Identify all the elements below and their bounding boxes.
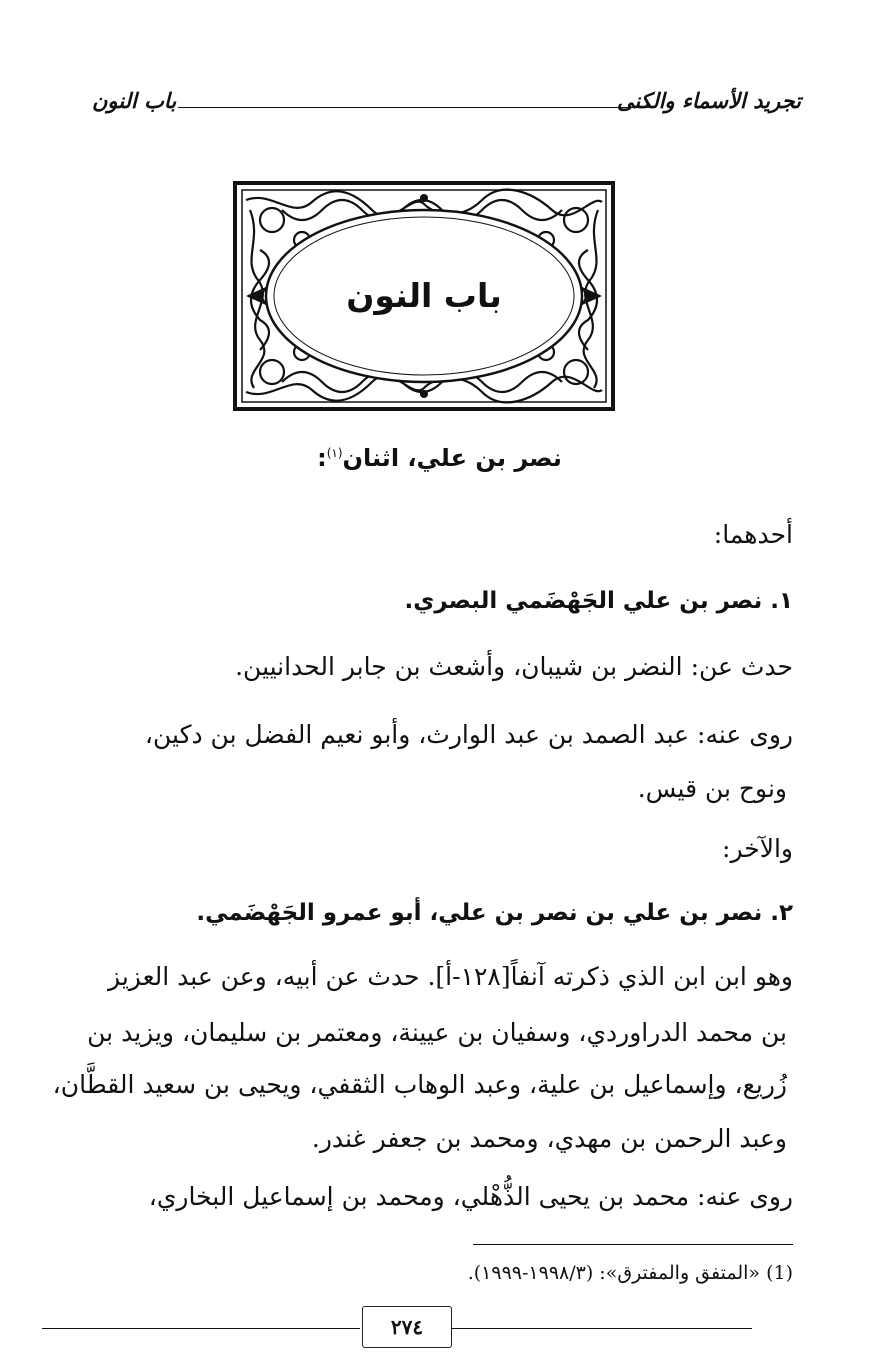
chapter-title: باب النون: [346, 276, 502, 315]
person2-narrated-by: روى عنه: محمد بن يحيى الذُّهْلي، ومحمد بن إسماعيل البخاري،: [148, 1182, 793, 1211]
header-rule: [178, 107, 656, 108]
person2-heading: ٢. نصر بن علي بن نصر بن علي، أبو عمرو الجَهْضَمي.: [196, 900, 793, 926]
page-number-rule-right: [452, 1328, 752, 1329]
person2-line3: زُريع، وإسماعيل بن علية، وعبد الوهاب الثقفي، ويحيى بن سعيد القطَّان،: [52, 1070, 787, 1099]
page-number: ٢٧٤: [362, 1306, 452, 1348]
footnote: (1) «المتفق والمفترق»: (١٩٩٨/٣-١٩٩٩).: [467, 1262, 793, 1284]
entry-heading-text: نصر بن علي، اثنان: [342, 444, 562, 472]
first-label: أحدهما:: [713, 520, 793, 549]
person1-heading: ١. نصر بن علي الجَهْضَمي البصري.: [404, 588, 793, 614]
person2-line1: وهو ابن ابن الذي ذكرته آنفاً[١٢٨-أ]. حدث عن أبيه، وعن عبد العزيز: [108, 962, 793, 991]
running-header-book-title: تجريد الأسماء والكنى: [616, 88, 801, 113]
person2-line2: بن محمد الدراوردي، وسفيان بن عيينة، ومعتمر بن سليمان، ويزيد بن: [87, 1018, 787, 1047]
person1-narrated-by-line2: ونوح بن قيس.: [637, 774, 787, 803]
running-header-section-title: باب النون: [92, 88, 177, 113]
footnote-rule: [473, 1244, 793, 1245]
entry-heading: [0, 444, 879, 472]
second-label: والآخر:: [722, 834, 793, 863]
person1-narrated-by-line1: روى عنه: عبد الصمد بن عبد الوارث، وأبو نعيم الفضل بن دكين،: [144, 720, 793, 749]
entry-heading-suffix: :: [317, 444, 327, 472]
person1-narrated-from: حدث عن: النضر بن شيبان، وأشعث بن جابر الحدانيين.: [235, 652, 793, 681]
footnote-marker: (١): [326, 446, 343, 460]
page-number-rule-left: [42, 1328, 360, 1329]
person2-line4: وعبد الرحمن بن مهدي، ومحمد بن جعفر غندر.: [311, 1124, 787, 1153]
